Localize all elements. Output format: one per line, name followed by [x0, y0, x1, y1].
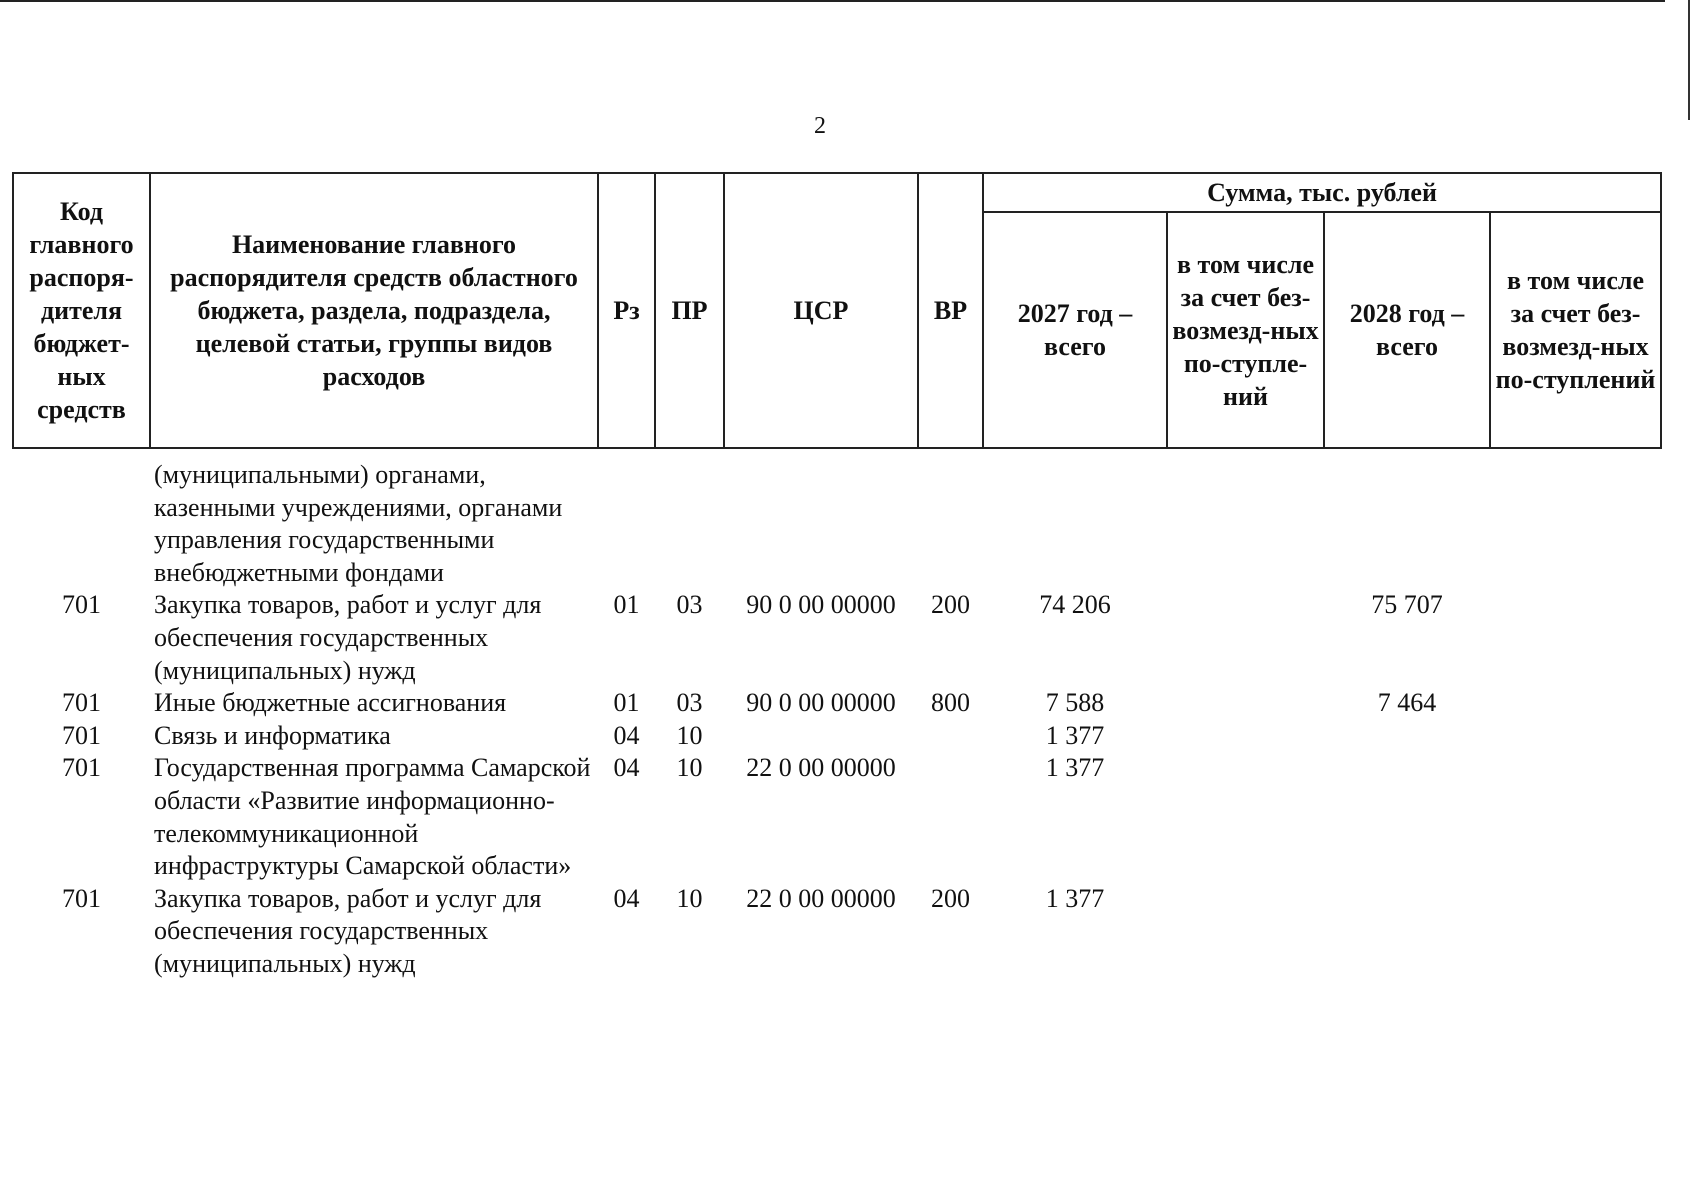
header-2027-total: 2027 год – всего: [983, 212, 1167, 448]
header-name: Наименование главного распорядителя средств областного бюджета, раздела, подраздела, целевой статьи, группы видов расходов: [150, 173, 598, 448]
cell-rz: 04: [613, 753, 640, 783]
cell-rz: 01: [613, 590, 640, 620]
cell-csr: 22 0 00 00000: [746, 753, 896, 783]
cell-vr: [918, 720, 983, 753]
table-row: [13, 883, 1661, 981]
cell-pr: 10: [676, 753, 703, 783]
cell-kod: 701: [62, 688, 101, 718]
cell-2027-total: 7 588: [1045, 688, 1105, 718]
cell-2027-free: [1167, 459, 1324, 589]
cell-pr: 03: [676, 688, 703, 718]
cell-csr: 90 0 00 00000: [746, 688, 896, 718]
table-row: [13, 687, 1661, 720]
budget-table: [12, 172, 1662, 981]
header-2027-free-receipts: в том числе за счет без-возмезд-ных по-ступле-ний: [1167, 212, 1324, 448]
cell-2028-free: [1490, 687, 1661, 720]
cell-2027-total: 1 377: [1045, 753, 1105, 783]
table-row: [13, 459, 1661, 589]
cell-2028-total: [1324, 459, 1490, 589]
cell-name: (муниципальными) органами, казенными учреждениями, органами управления государственными внебюджетными фондами: [154, 460, 563, 587]
header-2028-total: 2028 год – всего: [1324, 212, 1490, 448]
header-rz: Рз: [598, 173, 655, 448]
cell-rz: 01: [613, 688, 640, 718]
table-body: [13, 448, 1661, 981]
cell-name: Закупка товаров, работ и услуг для обеспечения государственных (муниципальных) нужд: [154, 883, 542, 978]
top-border-line: [0, 0, 1665, 2]
cell-kod: 701: [62, 590, 101, 620]
cell-csr: [724, 459, 918, 589]
cell-vr: 200: [931, 883, 970, 913]
cell-2028-total: [1324, 720, 1490, 753]
cell-2027-free: [1167, 720, 1324, 753]
cell-name: Государственная программа Самарской области «Развитие информационно-телекоммуникационной инфраструктуры Самарской области»: [154, 753, 591, 881]
cell-rz: 04: [613, 883, 640, 913]
right-border-line: [1688, 0, 1690, 120]
cell-name: Связь и информатика: [154, 720, 391, 750]
cell-csr: [724, 720, 918, 753]
cell-2027-total: 1 377: [1045, 883, 1105, 913]
cell-name: Иные бюджетные ассигнования: [154, 688, 507, 718]
page-number: 2: [814, 113, 826, 139]
cell-rz: 04: [613, 720, 640, 750]
cell-2027-total: 1 377: [1045, 720, 1105, 750]
table-row: [13, 720, 1661, 753]
cell-2028-free: [1490, 459, 1661, 589]
cell-2028-free: [1490, 589, 1661, 687]
cell-2028-free: [1490, 720, 1661, 753]
table-row: [13, 752, 1661, 882]
cell-2027-total: 74 206: [1039, 590, 1111, 620]
cell-vr: [918, 752, 983, 882]
cell-2027-free: [1167, 589, 1324, 687]
cell-2028-free: [1490, 883, 1661, 981]
cell-csr: 90 0 00 00000: [746, 590, 896, 620]
table-header: [13, 173, 1661, 448]
header-sum-group: Сумма, тыс. рублей: [983, 173, 1661, 212]
cell-vr: 200: [931, 590, 970, 620]
cell-name: Закупка товаров, работ и услуг для обеспечения государственных (муниципальных) нужд: [154, 590, 542, 685]
cell-rz: [598, 459, 655, 589]
cell-2028-total: 75 707: [1371, 590, 1443, 620]
cell-2027-free: [1167, 687, 1324, 720]
header-2028-free-receipts: в том числе за счет без-возмезд-ных по-ступлений: [1490, 212, 1661, 448]
cell-kod: 701: [62, 753, 101, 783]
cell-vr: [918, 459, 983, 589]
cell-kod: [13, 459, 150, 589]
cell-2028-total: [1324, 752, 1490, 882]
cell-2027-free: [1167, 883, 1324, 981]
header-vr: ВР: [918, 173, 983, 448]
cell-2028-total: [1324, 883, 1490, 981]
table-row: [13, 589, 1661, 687]
cell-kod: 701: [62, 883, 101, 913]
header-kod: Код главного распоря-дителя бюджет-ных средств: [13, 173, 150, 448]
cell-2027-free: [1167, 752, 1324, 882]
cell-kod: 701: [62, 720, 101, 750]
header-pr: ПР: [655, 173, 724, 448]
cell-pr: 10: [676, 720, 703, 750]
cell-2027-total: [983, 459, 1167, 589]
cell-pr: 10: [676, 883, 703, 913]
cell-csr: 22 0 00 00000: [746, 883, 896, 913]
cell-2028-free: [1490, 752, 1661, 882]
cell-pr: 03: [676, 590, 703, 620]
cell-2028-total: 7 464: [1377, 688, 1437, 718]
cell-vr: 800: [931, 688, 970, 718]
header-csr: ЦСР: [724, 173, 918, 448]
cell-pr: [655, 459, 724, 589]
